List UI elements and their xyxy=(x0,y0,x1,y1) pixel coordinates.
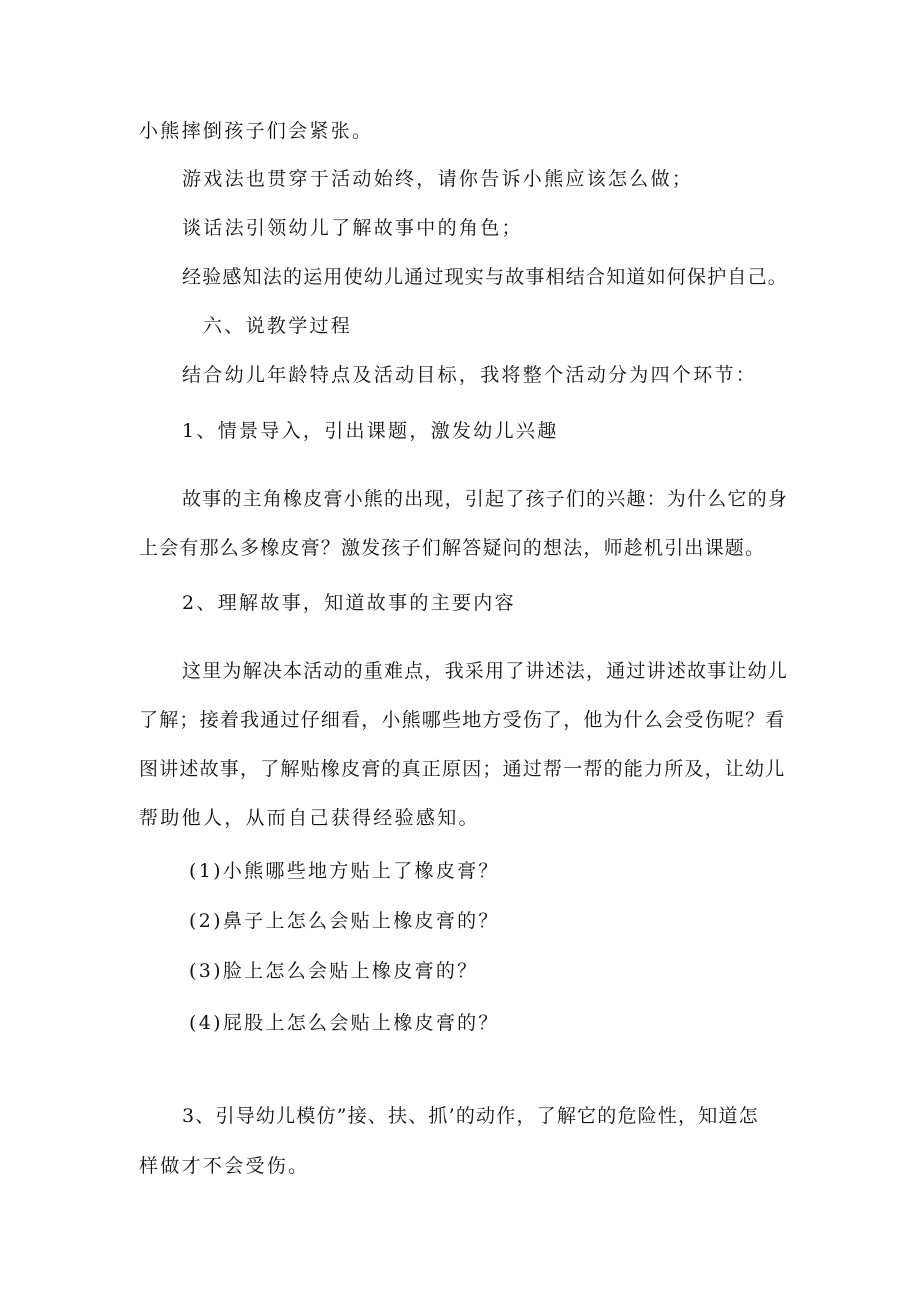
question-2: (2)鼻子上怎么会贴上橡皮膏的？ xyxy=(189,910,500,932)
step-1-heading: 1、情景导入，引出课题，激发幼儿兴趣 xyxy=(182,420,559,442)
text-line-8: 故事的主角橡皮膏小熊的出现，引起了孩子们的兴趣：为什么它的身 xyxy=(182,488,789,510)
text-line-6: 结合幼儿年龄特点及活动目标，我将整个活动分为四个环节： xyxy=(182,364,758,386)
text-line-14: 帮助他人，从而自己获得经验感知。 xyxy=(139,807,480,829)
text-line-11: 这里为解决本活动的重难点，我采用了讲述法，通过讲述故事让幼儿 xyxy=(182,660,789,682)
question-3: (3)脸上怎么会贴上橡皮膏的？ xyxy=(189,960,479,982)
step-3-heading: 3、引导幼儿模仿”接、扶、抓’的动作，了解它的危险性，知道怎 xyxy=(182,1105,759,1127)
text-line-2: 游戏法也贯穿于活动始终，请你告诉小熊应该怎么做； xyxy=(182,168,694,190)
text-line-20: 样做才不会受伤。 xyxy=(139,1155,310,1177)
question-1: (1)小熊哪些地方贴上了橡皮膏？ xyxy=(189,860,500,882)
text-line-9: 上会有那么多橡皮膏？激发孩子们解答疑问的想法，师趁机引出课题。 xyxy=(139,537,766,559)
text-line-3: 谈话法引领幼儿了解故事中的角色； xyxy=(182,217,523,239)
text-line-1: 小熊摔倒孩子们会紧张。 xyxy=(139,120,374,142)
section-heading: 六、说教学过程 xyxy=(203,315,353,337)
step-2-heading: 2、理解故事，知道故事的主要内容 xyxy=(182,592,516,614)
text-line-4: 经验感知法的运用使幼儿通过现实与故事相结合知道如何保护自己。 xyxy=(182,266,789,288)
text-line-13: 图讲述故事，了解贴橡皮膏的真正原因；通过帮一帮的能力所及，让幼儿 xyxy=(139,758,786,780)
question-4: (4)屁股上怎么会贴上橡皮膏的？ xyxy=(189,1012,500,1034)
text-line-12: 了解；接着我通过仔细看，小熊哪些地方受伤了，他为什么会受伤呢？看 xyxy=(139,709,786,731)
